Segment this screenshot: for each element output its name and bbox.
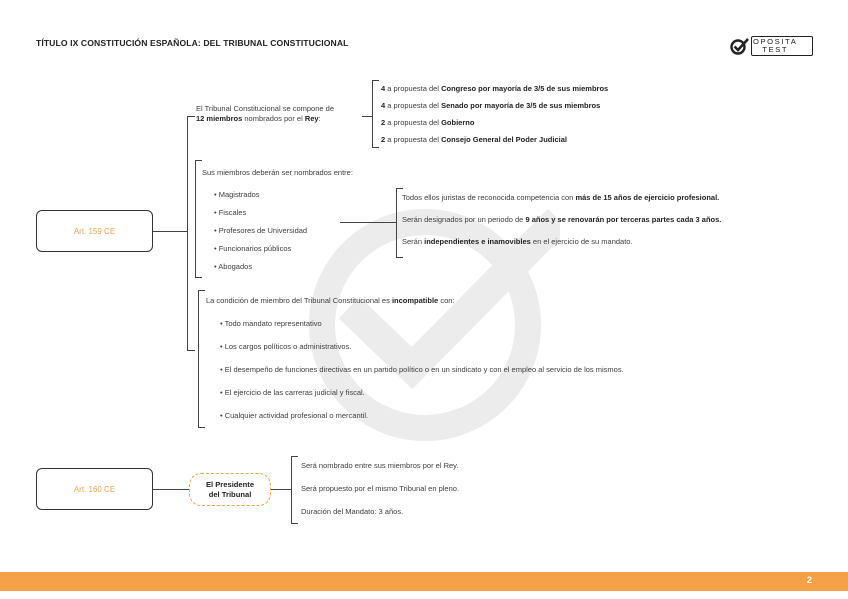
footer-bar — [0, 572, 848, 591]
logo — [729, 34, 815, 60]
proposals-list — [381, 84, 608, 152]
conditions-list — [402, 193, 721, 259]
incompat-list — [220, 319, 624, 434]
art-159-box — [36, 210, 153, 252]
list-item: Duración del Mandato: 3 años. — [301, 507, 404, 516]
logo-text: OPOSITA TEST — [753, 37, 798, 54]
list-item: • Abogados — [214, 262, 253, 271]
incompat-intro: La condición de miembro del Tribunal Constitucional es incompatible con: — [206, 296, 455, 305]
president-node: El Presidente del Tribunal — [189, 473, 271, 506]
condition-item: Serán independientes e inamovibles en el ejercicio de su mandato. — [402, 237, 633, 246]
list-item: • Cualquier actividad profesional o mercantil. — [220, 411, 369, 420]
art-160-label: Art. 160 CE — [73, 484, 116, 494]
president-list — [301, 461, 459, 530]
main-vertical-line — [187, 116, 188, 350]
president-bracket — [291, 456, 298, 524]
members-list — [214, 190, 307, 280]
members-bracket — [195, 160, 202, 278]
list-item: Será propuesto por el mismo Tribunal en pleno. — [301, 484, 460, 493]
condition-item: Serán designados por un periodo de 9 años y se renovarán por terceras partes cada 3 años. — [402, 215, 722, 224]
list-item: • El desempeño de funciones directivas en un partido político o en un sindicato y con el empleo al servicio de los mismos. — [220, 365, 624, 374]
list-item: • Profesores de Universidad — [214, 226, 308, 235]
list-item: • Funcionarios públicos — [214, 244, 292, 253]
proposal-item: 2 a propuesta del Gobierno — [381, 118, 475, 127]
proposal-item: 2 a propuesta del Consejo General del Poder Judicial — [381, 135, 567, 144]
proposals-bracket — [372, 80, 379, 148]
connector-art159 — [153, 231, 187, 232]
list-item: • Magistrados — [214, 190, 260, 199]
list-item: Será nombrado entre sus miembros por el Rey. — [301, 461, 459, 470]
list-item: • Fiscales — [214, 208, 247, 217]
incompat-bracket — [198, 290, 205, 428]
composition-text: El Tribunal Constitucional se compone de 12 miembros nombrados por el Rey: — [196, 104, 334, 123]
proposal-item: 4 a propuesta del Congreso por mayoría de 3/5 de sus miembros — [381, 84, 609, 93]
condition-item: Todos ellos juristas de reconocida competencia con más de 15 años de ejercicio profesional. — [402, 193, 720, 202]
members-intro: Sus miembros deberán ser nombrados entre: — [202, 168, 353, 177]
list-item: • El ejercicio de las carreras judicial y fiscal. — [220, 388, 365, 397]
list-item: • Los cargos políticos o administrativos. — [220, 342, 352, 351]
check-circle-icon — [729, 36, 751, 56]
proposal-item: 4 a propuesta del Senado por mayoría de 3/5 de sus miembros — [381, 101, 601, 110]
page-title: TÍTULO IX CONSTITUCIÓN ESPAÑOLA: DEL TRIBUNAL CONSTITUCIONAL — [36, 38, 349, 48]
list-item: • Todo mandato representativo — [220, 319, 322, 328]
art-160-box — [36, 468, 153, 510]
art-159-label: Art. 159 CE — [73, 226, 116, 236]
page-number: 2 — [806, 575, 812, 586]
